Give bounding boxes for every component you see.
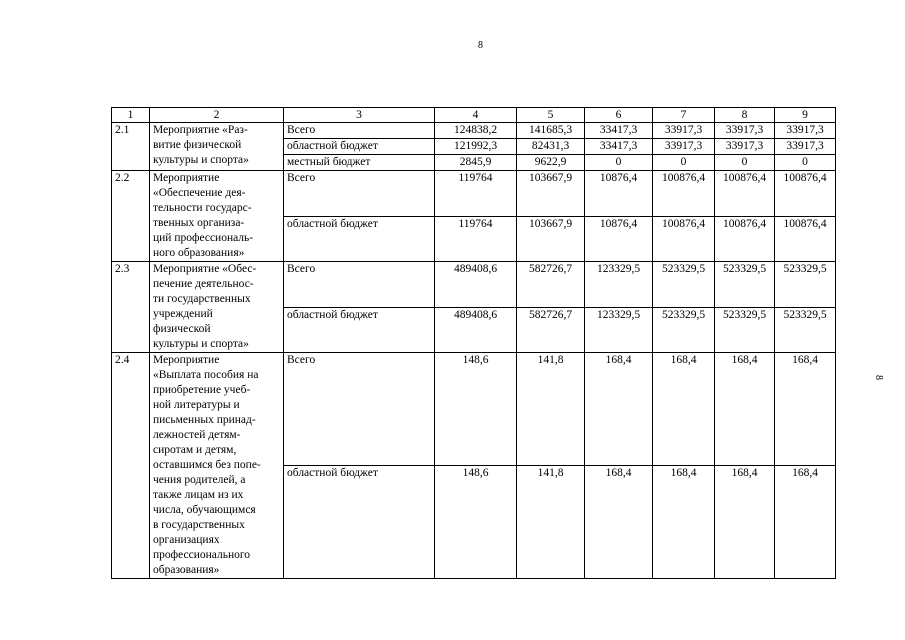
value-cell: 33917,3 — [653, 123, 715, 139]
value-cell: 148,6 — [435, 466, 517, 579]
value-cell: 119764 — [435, 171, 517, 217]
header-cell: 2 — [150, 108, 284, 123]
item-name — [150, 171, 284, 262]
value-cell: 33917,3 — [715, 139, 775, 155]
value-cell: 0 — [653, 155, 715, 171]
funding-source: Всего — [284, 171, 435, 217]
value-cell: 33917,3 — [775, 123, 836, 139]
value-cell: 141,8 — [517, 353, 585, 466]
value-cell: 168,4 — [653, 466, 715, 579]
value-cell: 100876,4 — [715, 216, 775, 262]
value-cell: 100876,4 — [715, 171, 775, 217]
item-name-text: Мероприятие «Выплата пособия на приобретение учеб- ной литературы и письменных принад- лежностей детям- сиротам и детям, оставшимся без попе- чения родителей, а также лицам из их числа, обучающимся в государственных организациях профессионального образования» — [153, 354, 261, 576]
value-cell: 123329,5 — [585, 262, 653, 308]
value-cell: 123329,5 — [585, 307, 653, 353]
value-cell: 168,4 — [775, 353, 836, 466]
value-cell: 141685,3 — [517, 123, 585, 139]
value-cell: 582726,7 — [517, 262, 585, 308]
value-cell: 489408,6 — [435, 262, 517, 308]
header-cell: 6 — [585, 108, 653, 123]
value-cell: 124838,2 — [435, 123, 517, 139]
value-cell: 33917,3 — [653, 139, 715, 155]
funding-source: областной бюджет — [284, 216, 435, 262]
value-cell: 168,4 — [585, 466, 653, 579]
item-name-text: Мероприятие «Раз- витие физической культуры и спорта» — [153, 124, 249, 166]
value-cell: 168,4 — [653, 353, 715, 466]
budget-table — [111, 107, 836, 579]
value-cell: 33417,3 — [585, 123, 653, 139]
value-cell: 168,4 — [775, 466, 836, 579]
value-cell: 168,4 — [715, 353, 775, 466]
funding-source: Всего — [284, 262, 435, 308]
item-number: 2.2 — [112, 171, 150, 262]
value-cell: 489408,6 — [435, 307, 517, 353]
value-cell: 33417,3 — [585, 139, 653, 155]
value-cell: 33917,3 — [775, 139, 836, 155]
header-cell: 9 — [775, 108, 836, 123]
value-cell: 523329,5 — [775, 262, 836, 308]
value-cell: 523329,5 — [775, 307, 836, 353]
item-name-text: Мероприятие «Обес- печение деятельнос- ти государственных учреждений физической культуры и спорта» — [153, 263, 257, 350]
header-cell: 3 — [284, 108, 435, 123]
item-number: 2.3 — [112, 262, 150, 353]
value-cell: 0 — [775, 155, 836, 171]
funding-source: Всего — [284, 123, 435, 139]
header-cell: 7 — [653, 108, 715, 123]
item-name-text: Мероприятие «Обеспечение дея- тельности государс- твенных организа- ций профессиональ- ного образования» — [153, 172, 254, 259]
header-cell: 4 — [435, 108, 517, 123]
value-cell: 100876,4 — [653, 171, 715, 217]
header-row — [112, 108, 836, 123]
value-cell: 82431,3 — [517, 139, 585, 155]
value-cell: 523329,5 — [653, 262, 715, 308]
value-cell: 121992,3 — [435, 139, 517, 155]
table-row — [112, 171, 836, 217]
value-cell: 523329,5 — [715, 262, 775, 308]
value-cell: 10876,4 — [585, 171, 653, 217]
value-cell: 523329,5 — [715, 307, 775, 353]
funding-source: областной бюджет — [284, 139, 435, 155]
value-cell: 10876,4 — [585, 216, 653, 262]
header-cell: 8 — [715, 108, 775, 123]
side-page-number: 8 — [873, 375, 884, 380]
value-cell: 100876,4 — [775, 171, 836, 217]
item-name — [150, 262, 284, 353]
value-cell: 141,8 — [517, 466, 585, 579]
value-cell: 119764 — [435, 216, 517, 262]
value-cell: 100876,4 — [653, 216, 715, 262]
item-name — [150, 123, 284, 171]
item-name — [150, 353, 284, 579]
value-cell: 33917,3 — [715, 123, 775, 139]
value-cell: 168,4 — [585, 353, 653, 466]
table-row — [112, 353, 836, 466]
header-cell: 1 — [112, 108, 150, 123]
value-cell: 0 — [585, 155, 653, 171]
table-row — [112, 123, 836, 139]
funding-source: Всего — [284, 353, 435, 466]
value-cell: 582726,7 — [517, 307, 585, 353]
value-cell: 100876,4 — [775, 216, 836, 262]
value-cell: 148,6 — [435, 353, 517, 466]
item-number: 2.1 — [112, 123, 150, 171]
value-cell: 523329,5 — [653, 307, 715, 353]
item-number: 2.4 — [112, 353, 150, 579]
value-cell: 168,4 — [715, 466, 775, 579]
value-cell: 9622,9 — [517, 155, 585, 171]
table-row — [112, 262, 836, 308]
value-cell: 103667,9 — [517, 171, 585, 217]
funding-source: местный бюджет — [284, 155, 435, 171]
header-cell: 5 — [517, 108, 585, 123]
funding-source: областной бюджет — [284, 466, 435, 579]
value-cell: 0 — [715, 155, 775, 171]
page-number: 8 — [478, 40, 483, 51]
value-cell: 2845,9 — [435, 155, 517, 171]
value-cell: 103667,9 — [517, 216, 585, 262]
funding-source: областной бюджет — [284, 307, 435, 353]
